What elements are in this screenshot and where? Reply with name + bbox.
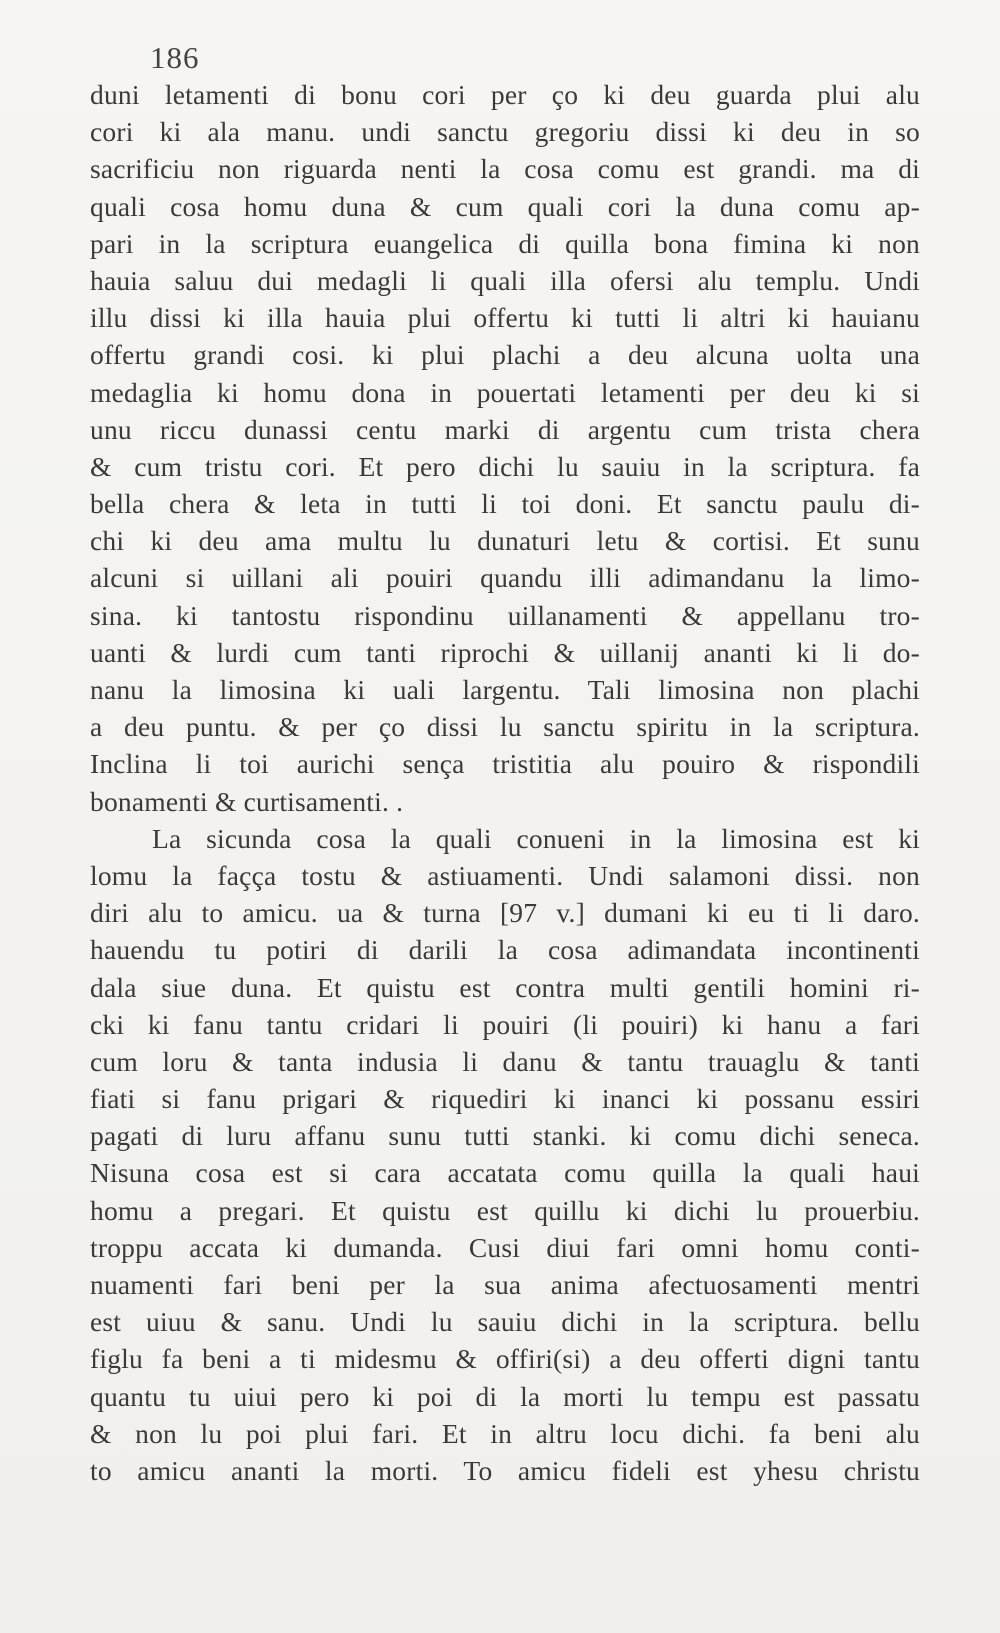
text-line: pagati di luru affanu sunu tutti stanki. ki comu dichi seneca. [90, 1120, 920, 1152]
text-line: bonamenti & curtisamenti. . [90, 785, 404, 817]
text-line: pari in la scriptura euangelica di quilla bona fimina ki non [90, 227, 920, 259]
text-line: diri alu to amicu. ua & turna [97 v.] dumani ki eu ti li daro. [90, 897, 920, 929]
text-line: lomu la façça tostu & astiuamenti. Undi salamoni dissi. non [90, 859, 920, 891]
text-line: quantu tu uiui pero ki poi di la morti lu tempu est passatu [90, 1380, 920, 1412]
text-line: alcuni si uillani ali pouiri quandu illi adimandanu la limo- [90, 562, 920, 594]
text-line: sacrificiu non riguarda nenti la cosa comu est grandi. ma di [90, 153, 920, 185]
text-line: illu dissi ki illa hauia plui offertu ki tutti li altri ki hauianu [90, 302, 920, 334]
text-line: uanti & lurdi cum tanti riprochi & uillanij ananti ki li do- [90, 636, 920, 668]
text-line: quali cosa homu duna & cum quali cori la duna comu ap- [90, 190, 920, 222]
text-line: cum loru & tanta indusia li danu & tantu trauaglu & tanti [90, 1045, 920, 1077]
text-line: homu a pregari. Et quistu est quillu ki dichi lu prouerbiu. [90, 1194, 920, 1226]
text-line: est uiuu & sanu. Undi lu sauiu dichi in la scriptura. bellu [90, 1306, 920, 1338]
text-line: cki ki fanu tantu cridari li pouiri (li pouiri) ki hanu a fari [90, 1008, 920, 1040]
text-line: Nisuna cosa est si cara accatata comu quilla la quali haui [90, 1157, 920, 1189]
text-line: cori ki ala manu. undi sanctu gregoriu dissi ki deu in so [90, 116, 920, 148]
text-line: hauia saluu dui medagli li quali illa ofersi alu templu. Undi [90, 264, 920, 296]
text-line: medaglia ki homu dona in pouertati letamenti per deu ki si [90, 376, 920, 408]
text-line: Inclina li toi aurichi sença tristitia alu pouiro & rispondili [90, 748, 920, 780]
text-line: bella chera & leta in tutti li toi doni. Et sanctu paulu di- [90, 488, 920, 520]
text-line: dala siue duna. Et quistu est contra multi gentili homini ri- [90, 971, 920, 1003]
text-line: to amicu ananti la morti. To amicu fideli est yhesu christu [90, 1454, 920, 1486]
text-line: nanu la limosina ki uali largentu. Tali limosina non plachi [90, 674, 920, 705]
text-line: figlu fa beni a ti midesmu & offiri(si) a deu offerti digni tantu [90, 1343, 920, 1375]
text-line: hauendu tu potiri di darili la cosa adimandata incontinenti [90, 934, 920, 966]
text-line: & cum tristu cori. Et pero dichi lu sauiu in la scriptura. fa [90, 450, 920, 482]
text-line: fiati si fanu prigari & riquediri ki inanci ki possanu essiri [90, 1083, 920, 1115]
body-text [90, 76, 920, 1489]
text-line: offertu grandi cosi. ki plui plachi a deu alcuna uolta una [90, 339, 920, 371]
text-line: La sicunda cosa la quali conueni in la limosina est ki [152, 822, 920, 854]
text-line: chi ki deu ama multu lu dunaturi letu & cortisi. Et sunu [90, 525, 920, 557]
text-line: a deu puntu. & per ço dissi lu sanctu spiritu in la scriptura. [90, 711, 920, 743]
text-line: & non lu poi plui fari. Et in altru locu dichi. fa beni alu [90, 1417, 920, 1449]
text-line: unu riccu dunassi centu marki di argentu cum trista chera [90, 413, 920, 445]
text-line: duni letamenti di bonu cori per ço ki deu guarda plui alu [90, 79, 920, 110]
page-number: 186 [150, 40, 200, 75]
text-line: troppu accata ki dumanda. Cusi diui fari omni homu conti- [90, 1231, 920, 1263]
text-line: nuamenti fari beni per la sua anima afectuosamenti mentri [90, 1269, 920, 1300]
text-line: sina. ki tantostu rispondinu uillanamenti & appellanu tro- [90, 599, 920, 631]
